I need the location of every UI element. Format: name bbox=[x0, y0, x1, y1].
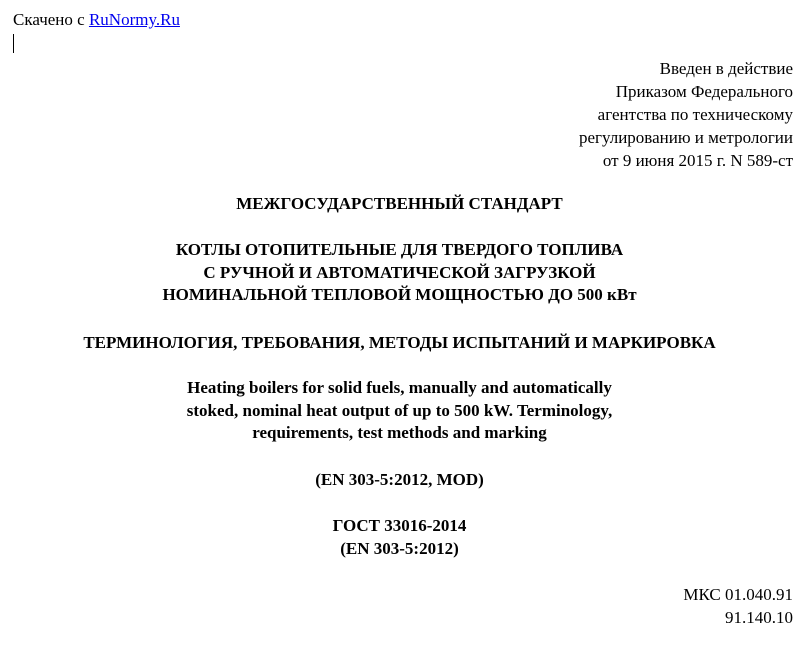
en-reference-text: (EN 303-5:2012, MOD) bbox=[315, 470, 484, 489]
gost-number: ГОСТ 33016-2014 bbox=[332, 516, 467, 535]
mks-line: МКС 01.040.91 bbox=[683, 585, 793, 604]
russian-title-line: С РУЧНОЙ И АВТОМАТИЧЕСКОЙ ЗАГРУЗКОЙ bbox=[203, 262, 596, 282]
russian-title-line: НОМИНАЛЬНОЙ ТЕПЛОВОЙ МОЩНОСТЬЮ ДО 500 кВт bbox=[162, 285, 637, 304]
gost-designation bbox=[0, 515, 799, 560]
en-reference bbox=[0, 469, 799, 492]
enactment-line: от 9 июня 2015 г. N 589-ст bbox=[602, 151, 793, 170]
runormy-link[interactable]: RuNormy.Ru bbox=[88, 10, 180, 29]
gost-reference: (EN 303-5:2012) bbox=[340, 538, 459, 558]
english-title-line: stoked, nominal heat output of up to 500 kW. Terminology, bbox=[186, 400, 613, 420]
english-title bbox=[0, 377, 799, 445]
enactment-line: агентства по техническому bbox=[597, 105, 793, 124]
enactment-line: регулированию и метрологии bbox=[578, 128, 793, 147]
mks-codes bbox=[683, 583, 793, 629]
russian-title-line: КОТЛЫ ОТОПИТЕЛЬНЫЕ ДЛЯ ТВЕРДОГО ТОПЛИВА bbox=[175, 240, 624, 259]
russian-subtitle-line: ТЕРМИНОЛОГИЯ, ТРЕБОВАНИЯ, МЕТОДЫ ИСПЫТАНИЙ И МАРКИРОВКА bbox=[83, 333, 716, 352]
russian-title bbox=[0, 239, 799, 307]
source-line bbox=[13, 10, 180, 30]
text-cursor bbox=[13, 34, 14, 53]
enactment-line: Введен в действие bbox=[659, 59, 793, 78]
enactment-line: Приказом Федерального bbox=[615, 82, 793, 101]
russian-subtitle bbox=[0, 332, 799, 355]
standard-type-heading bbox=[0, 193, 799, 216]
english-title-line: requirements, test methods and marking bbox=[252, 423, 547, 442]
source-prefix: Скачено с bbox=[13, 10, 89, 29]
standard-type: МЕЖГОСУДАРСТВЕННЫЙ СТАНДАРТ bbox=[236, 194, 563, 213]
enactment-note bbox=[579, 57, 793, 172]
mks-line: 91.140.10 bbox=[725, 608, 793, 627]
english-title-line: Heating boilers for solid fuels, manually and automatically bbox=[187, 378, 612, 397]
